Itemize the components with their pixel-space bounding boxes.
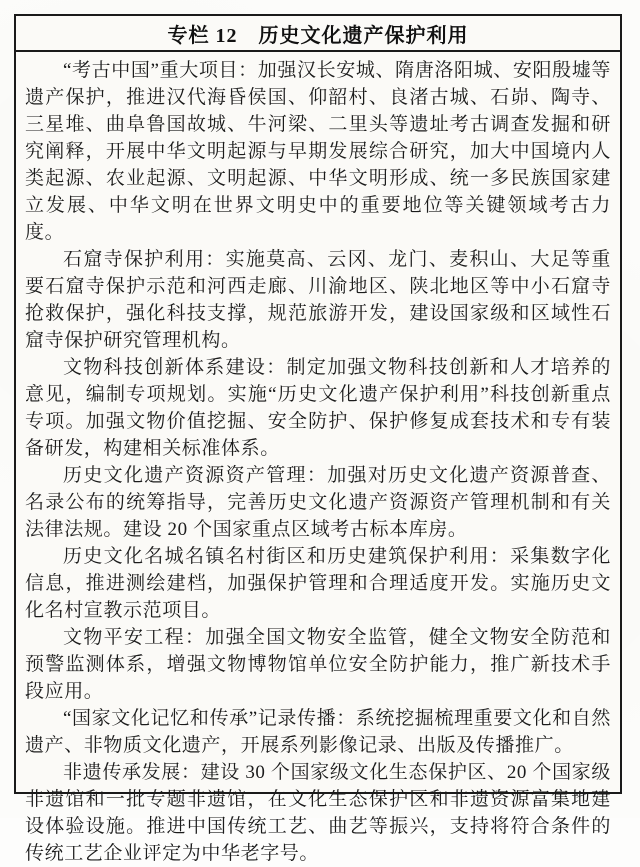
paragraph-intangible-heritage: 非遗传承发展：建设 30 个国家级文化生态保护区、20 个国家级非遗馆和一批专题非遗馆，在文化生态保护区和非遗资源富集地建设体验设施。推进中国传统工艺、曲艺等振兴，支持将符合条件的传统工艺企业评定为中华老字号。 [25,762,611,864]
panel-body [16,52,620,867]
paragraph-tech-innovation: 文物科技创新体系建设：制定加强文物科技创新和人才培养的意见，编制专项规划。实施“历史文化遗产保护利用”科技创新重点专项。加强文物价值挖掘、安全防护、保护修复成套技术和专有装备研发，构建相关标准体系。 [25,357,611,459]
paragraph-archaeology-china: “考古中国”重大项目：加强汉长安城、隋唐洛阳城、安阳殷墟等遗产保护，推进汉代海昏侯国、仰韶村、良渚古城、石峁、陶寺、三星堆、曲阜鲁国故城、牛河梁、二里头等遗址考古调查发掘和研究阐释，开展中华文明起源与早期发展综合研究，加大中国境内人类起源、农业起源、文明起源、中华文明形成、统一多民族国家建立发展、中华文明在世界文明史中的重要地位等关键领域考古力度。 [25,60,611,243]
column-12-panel [14,14,622,864]
paragraph-national-memory: “国家文化记忆和传承”记录传播：系统挖掘梳理重要文化和自然遗产、非物质文化遗产，开展系列影像记录、出版及传播推广。 [25,708,611,756]
panel-header [16,16,620,52]
paragraph-resource-asset-management: 历史文化遗产资源资产管理：加强对历史文化遗产资源普查、名录公布的统筹指导，完善历史文化遗产资源资产管理机制和有关法律法规。建设 20 个国家重点区域考古标本库房。 [25,465,611,540]
paragraph-cultural-relics-safety: 文物平安工程：加强全国文物安全监管，健全文物安全防范和预警监测体系，增强文物博物馆单位安全防护能力，推广新技术手段应用。 [25,627,611,702]
paragraph-famous-cities-towns: 历史文化名城名镇名村街区和历史建筑保护利用：采集数字化信息，推进测绘建档，加强保护管理和合理适度开发。实施历史文化名村宣教示范项目。 [25,546,611,621]
panel-title: 专栏 12 历史文化遗产保护利用 [167,24,469,47]
paragraph-grotto-temples: 石窟寺保护利用：实施莫高、云冈、龙门、麦积山、大足等重要石窟寺保护示范和河西走廊、川渝地区、陕北地区等中小石窟寺抢救保护，强化科技支撑，规范旅游开发，建设国家级和区域性石窟寺保护研究管理机构。 [25,249,611,351]
